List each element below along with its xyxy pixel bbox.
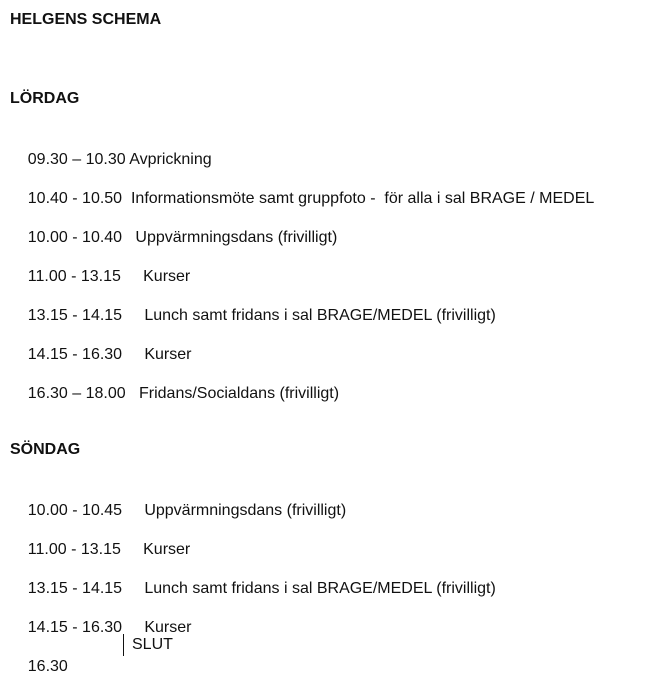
row-time: 11.00 - 13.15 xyxy=(27,268,121,285)
row-activity: Uppvärmningsdans (frivilligt) xyxy=(135,229,338,246)
row-activity: Uppvärmningsdans (frivilligt) xyxy=(144,502,347,519)
row-time: 13.15 - 14.15 xyxy=(27,307,123,324)
schedule-row xyxy=(10,127,212,168)
schedule-row xyxy=(10,322,192,363)
row-activity: Kurser xyxy=(144,619,192,636)
row-activity: Fridans/Socialdans (frivilligt) xyxy=(139,385,340,402)
schedule-row xyxy=(10,634,68,675)
row-time: 14.15 - 16.30 xyxy=(27,346,123,363)
row-activity: Avprickning xyxy=(129,151,212,168)
schedule-row xyxy=(10,478,347,519)
schedule-row xyxy=(10,595,192,636)
schedule-row xyxy=(10,205,338,246)
row-activity: Lunch samt fridans i sal BRAGE/MEDEL (frivilligt) xyxy=(144,580,496,597)
schedule-row xyxy=(10,517,191,558)
document-title: HELGENS SCHEMA xyxy=(10,11,162,28)
row-time: 16.30 xyxy=(27,658,68,675)
row-time: 09.30 – 10.30 xyxy=(27,151,126,168)
row-time: 10.40 - 10.50 xyxy=(27,190,123,207)
sunday-heading: SÖNDAG xyxy=(10,441,81,458)
text-cursor xyxy=(123,634,124,656)
row-activity: Kurser xyxy=(144,346,192,363)
row-time: 11.00 - 13.15 xyxy=(27,541,121,558)
row-activity: Kurser xyxy=(143,268,191,285)
row-time: 14.15 - 16.30 xyxy=(27,619,123,636)
schedule-row xyxy=(10,556,496,597)
schedule-row xyxy=(10,283,496,324)
schedule-row xyxy=(10,361,340,402)
saturday-heading: LÖRDAG xyxy=(10,90,80,107)
row-time: 16.30 – 18.00 xyxy=(27,385,126,402)
row-time: 10.00 - 10.40 xyxy=(27,229,123,246)
row-activity: SLUT xyxy=(132,636,173,653)
row-activity: Informationsmöte samt gruppfoto - för alla i sal BRAGE / MEDEL xyxy=(130,190,595,207)
row-time: 10.00 - 10.45 xyxy=(27,502,123,519)
schedule-row xyxy=(10,166,595,207)
row-time: 13.15 - 14.15 xyxy=(27,580,123,597)
document-page[interactable] xyxy=(10,0,655,678)
schedule-row xyxy=(10,244,191,285)
row-activity: Lunch samt fridans i sal BRAGE/MEDEL (frivilligt) xyxy=(144,307,496,324)
row-activity: Kurser xyxy=(143,541,191,558)
